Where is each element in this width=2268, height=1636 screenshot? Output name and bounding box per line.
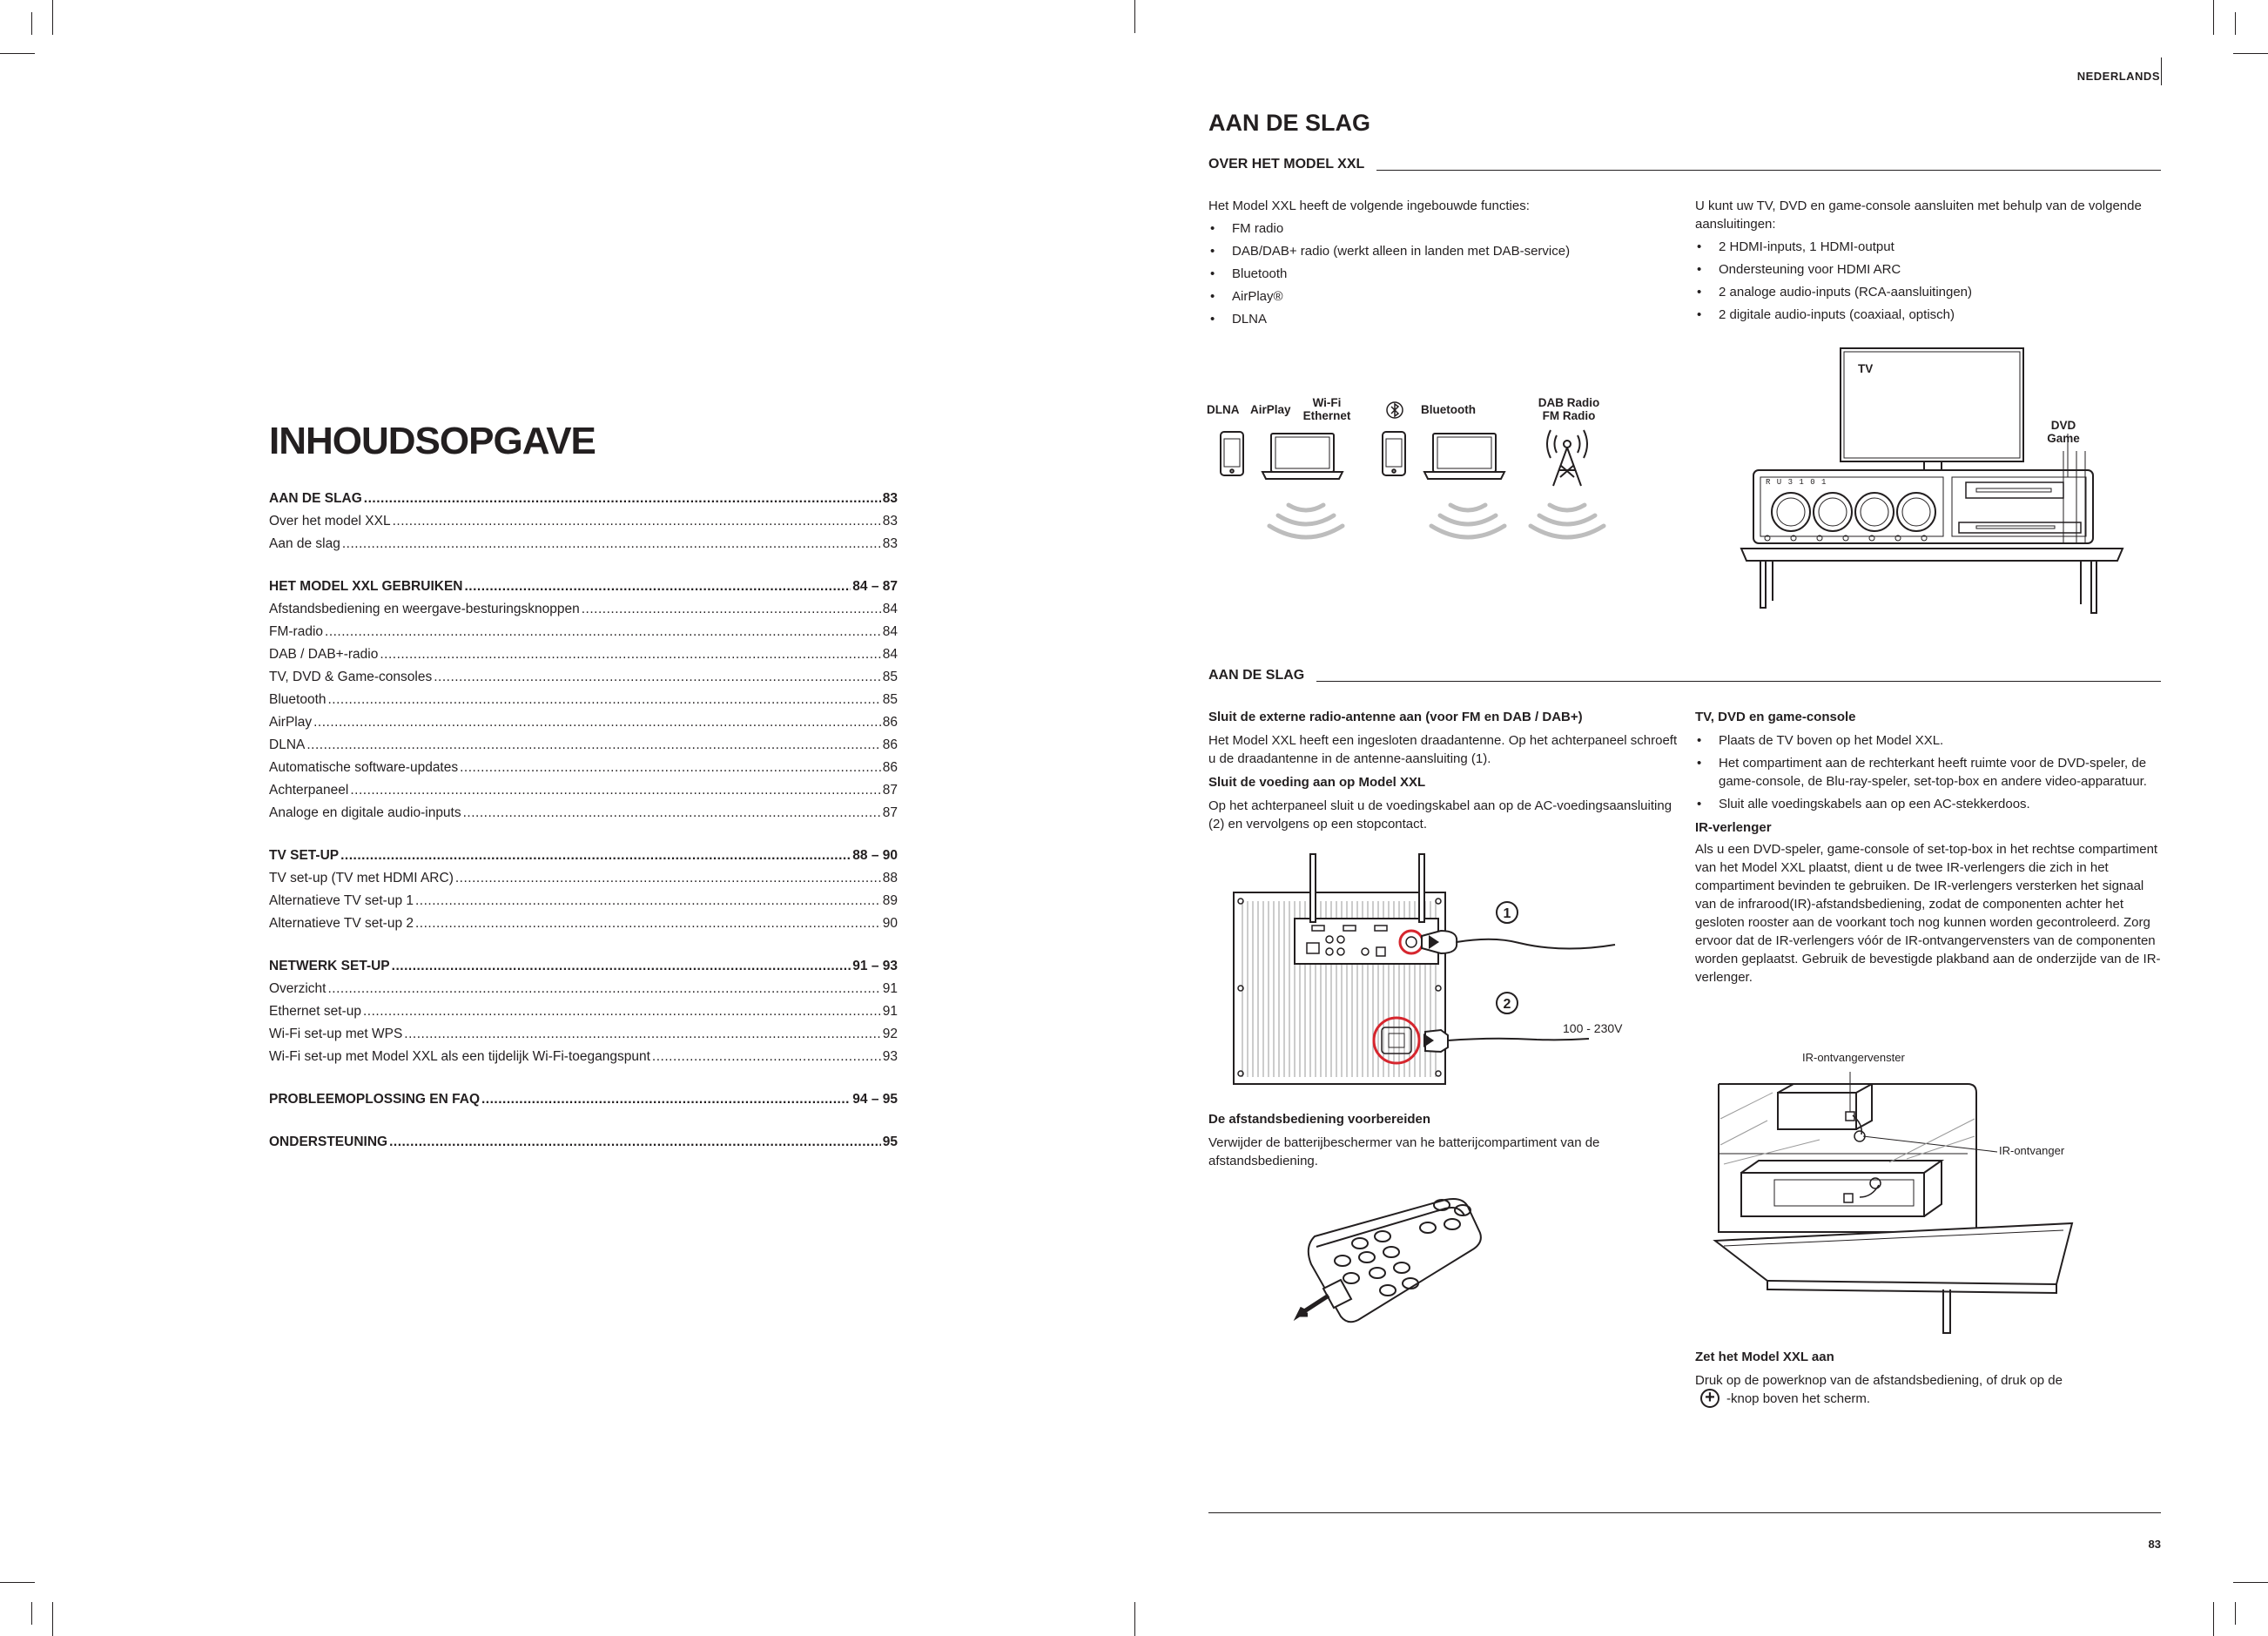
toc-page: 84 [882, 602, 898, 616]
toc-page: 94 – 95 [852, 1092, 898, 1107]
laptop-icon [1262, 434, 1343, 479]
toc-leader [464, 576, 851, 598]
toc-leader [325, 621, 881, 643]
dab-label-line2: FM Radio [1542, 409, 1596, 422]
wireless-waves-icon [1269, 505, 1604, 537]
toc-page: 87 [882, 783, 898, 798]
toc-label: Wi-Fi set-up met WPS [269, 1027, 403, 1041]
toc-label: DAB / DAB+-radio [269, 647, 379, 662]
list-item: • Sluit alle voedingskabels aan op een AC-stekkerdoos. [1695, 795, 2163, 813]
dab-label-line1: DAB Radio [1538, 396, 1600, 409]
toc-page: 83 [882, 491, 898, 506]
toc-section-row[interactable] [269, 1131, 898, 1154]
toc-row[interactable] [269, 867, 898, 890]
list-item: • AirPlay® [1208, 287, 1670, 306]
toc-label: NETWERK SET-UP [269, 959, 390, 973]
connections-column [1695, 197, 2161, 324]
crop-mark [0, 1582, 35, 1583]
toc-page: 85 [882, 670, 898, 684]
toc-page: 89 [882, 893, 898, 908]
power-on-text-line2 [1695, 1390, 2163, 1408]
toc-row[interactable] [269, 621, 898, 643]
toc-section-row[interactable] [269, 1088, 898, 1111]
list-item: • 2 HDMI-inputs, 1 HDMI-output [1695, 238, 2161, 256]
toc-page: 95 [882, 1134, 898, 1149]
toc-label: Alternatieve TV set-up 2 [269, 916, 414, 931]
toc-page: 86 [882, 737, 898, 752]
toc-row[interactable] [269, 802, 898, 825]
toc-label: Automatische software-updates [269, 760, 459, 775]
crop-mark [2233, 1582, 2268, 1583]
features-column [1208, 197, 1670, 328]
toc-page: 88 [882, 871, 898, 885]
bluetooth-icon [1387, 402, 1403, 418]
toc-spacer [269, 555, 898, 576]
toc-label: TV set-up (TV met HDMI ARC) [269, 871, 454, 885]
toc-label: FM-radio [269, 624, 324, 639]
toc-label: Wi-Fi set-up met Model XXL als een tijdelijk Wi-Fi-toegangspunt [269, 1049, 650, 1064]
toc-leader [313, 711, 881, 734]
toc-leader [364, 488, 881, 510]
section-rule [1208, 681, 2161, 682]
plus-button-icon: + [1700, 1389, 1720, 1408]
crop-mark [0, 53, 35, 54]
toc-page: 92 [882, 1027, 898, 1041]
crop-mark [31, 1602, 32, 1625]
features-intro: Het Model XXL heeft de volgende ingebouwde functies: [1208, 199, 1530, 213]
dvd-label-line2: Game [2047, 432, 2080, 445]
radio-tower-icon [1547, 430, 1587, 486]
toc-leader [380, 643, 880, 666]
ir-receiver-label: IR-ontvanger [1999, 1144, 2065, 1157]
page-title: AAN DE SLAG [1208, 110, 1371, 136]
toc-page: 85 [882, 692, 898, 707]
toc-row[interactable] [269, 779, 898, 802]
toc-row[interactable] [269, 734, 898, 757]
toc-leader [404, 1023, 880, 1046]
toc-leader [350, 779, 880, 802]
crop-mark [1134, 0, 1135, 33]
toc-leader [415, 890, 881, 912]
toc-leader [652, 1046, 881, 1068]
toc-label: Aan de slag [269, 536, 340, 551]
toc-section-row[interactable] [269, 488, 898, 510]
toc-label: AirPlay [269, 715, 313, 730]
callout-1: 1 [1503, 906, 1511, 921]
toc-page: 88 – 90 [852, 848, 898, 863]
tv-cabinet-illustration [1733, 347, 2124, 616]
toc-label: ONDERSTEUNING [269, 1134, 388, 1149]
toc-leader [306, 734, 880, 757]
toc-label: TV, DVD & Game-consoles [269, 670, 433, 684]
toc-row[interactable] [269, 510, 898, 533]
toc-page: 83 [882, 536, 898, 551]
crop-mark [2233, 53, 2268, 54]
toc-spacer [269, 825, 898, 845]
toc-page: 86 [882, 760, 898, 775]
tv-label: TV [1858, 362, 1874, 375]
toc-spacer [269, 1111, 898, 1131]
list-item: • DLNA [1208, 310, 1670, 328]
toc-row[interactable] [269, 533, 898, 555]
airplay-label: AirPlay [1250, 403, 1291, 416]
phone-icon [1221, 432, 1243, 475]
toc-section-row[interactable] [269, 576, 898, 598]
toc-row[interactable] [269, 1023, 898, 1046]
toc-leader [434, 666, 881, 689]
list-item: • DAB/DAB+ radio (werkt alleen in landen met DAB-service) [1208, 242, 1670, 260]
crop-mark [52, 1602, 53, 1636]
crop-mark [2235, 12, 2236, 35]
about-heading: OVER HET MODEL XXL [1208, 157, 1376, 172]
power-title: Sluit de voeding aan op Model XXL [1208, 775, 1426, 790]
toc-leader [328, 689, 881, 711]
voltage-label: 100 - 230V [1563, 1021, 1623, 1035]
wifi-label-line1: Wi-Fi [1312, 396, 1342, 409]
power-on-title: Zet het Model XXL aan [1695, 1350, 1834, 1364]
power-on-section [1695, 1348, 2163, 1408]
toc-row[interactable] [269, 666, 898, 689]
toc-row[interactable] [269, 890, 898, 912]
power-on-text-1: Druk op de powerknop van de afstandsbediening, of druk op de [1695, 1373, 2063, 1388]
toc-label: TV SET-UP [269, 848, 340, 863]
list-item: • 2 analoge audio-inputs (RCA-aansluitingen) [1695, 283, 2161, 301]
toc-leader [481, 1088, 851, 1111]
remote-illustration [1297, 1193, 1489, 1323]
table-of-contents [269, 488, 898, 1154]
ir-window-label: IR-ontvangervenster [1802, 1051, 1905, 1064]
toc-page: 91 – 93 [852, 959, 898, 973]
tv-dvd-title: TV, DVD en game-console [1695, 710, 1856, 724]
toc-page: 84 – 87 [852, 579, 898, 594]
crop-mark [2213, 0, 2214, 35]
connections-intro: U kunt uw TV, DVD en game-console aansluiten met behulp van de volgende aansluitingen: [1695, 199, 2142, 232]
toc-spacer [269, 935, 898, 955]
toc-leader [342, 533, 881, 555]
toc-page: 83 [882, 514, 898, 529]
toc-page: 91 [882, 981, 898, 996]
list-item: • Bluetooth [1208, 265, 1670, 283]
ir-title: IR-verlenger [1695, 820, 1772, 835]
crop-mark [2235, 1602, 2236, 1625]
page-number: 83 [2148, 1538, 2161, 1551]
toc-leader [393, 510, 881, 533]
toc-leader [363, 1000, 881, 1023]
language-label: NEDERLANDS [2076, 70, 2160, 83]
setup-heading: AAN DE SLAG [1208, 668, 1316, 683]
crop-mark [2213, 1602, 2214, 1636]
antenna-title: Sluit de externe radio-antenne aan (voor FM en DAB / DAB+) [1208, 710, 1583, 724]
crop-mark [52, 0, 53, 35]
display-text: R U 3 1 0 1 [1766, 478, 1827, 487]
toc-row[interactable] [269, 1000, 898, 1023]
toc-page: 87 [882, 805, 898, 820]
toc-label: Alternatieve TV set-up 1 [269, 893, 414, 908]
bluetooth-label: Bluetooth [1421, 403, 1476, 416]
list-item: • 2 digitale audio-inputs (coaxiaal, optisch) [1695, 306, 2161, 324]
toc-page: 93 [882, 1049, 898, 1064]
toc-row[interactable] [269, 912, 898, 935]
toc-leader [340, 845, 851, 867]
arrow-icon [1299, 1296, 1329, 1315]
toc-spacer [269, 1068, 898, 1088]
toc-label: AAN DE SLAG [269, 491, 362, 506]
antenna-text: Het Model XXL heeft een ingesloten draadantenne. Op het achterpaneel schroeft u de draadantenne in de antenne-aansluiting (1). [1208, 733, 1678, 766]
toc-leader [455, 867, 881, 890]
list-item: • Het compartiment aan de rechterkant heeft ruimte voor de DVD-speler, de game-console, de Blu-ray-speler, set-top-box en andere video-apparatuur. [1695, 754, 2163, 791]
toc-label: Afstandsbediening en weergave-besturingsknoppen [269, 602, 580, 616]
toc-row[interactable] [269, 598, 898, 621]
dlna-label: DLNA [1207, 403, 1240, 416]
toc-leader [392, 955, 851, 978]
toc-page: 86 [882, 715, 898, 730]
rear-panel-illustration [1232, 849, 1632, 1088]
antenna-section [1208, 708, 1679, 833]
toc-label: PROBLEEMOPLOSSING EN FAQ [269, 1092, 480, 1107]
toc-label: Analoge en digitale audio-inputs [269, 805, 461, 820]
remote-text: Verwijder de batterijbeschermer van he batterijcompartiment van de afstandsbediening. [1208, 1135, 1600, 1168]
dvd-label-line1: DVD [2050, 419, 2076, 432]
laptop-icon [1424, 434, 1504, 479]
toc-leader [463, 802, 881, 825]
toc-page: 84 [882, 647, 898, 662]
toc-page: 84 [882, 624, 898, 639]
toc-row[interactable] [269, 689, 898, 711]
crop-mark [1134, 1602, 1135, 1636]
remote-section [1208, 1110, 1679, 1170]
toc-row[interactable] [269, 1046, 898, 1068]
power-text: Op het achterpaneel sluit u de voedingskabel aan op de AC-voedingsaansluiting (2) en vervolgens op een stopcontact. [1208, 798, 1672, 831]
toc-label: Overzicht [269, 981, 326, 996]
footer-rule [1208, 1512, 2161, 1513]
toc-leader [582, 598, 881, 621]
toc-leader [460, 757, 881, 779]
list-item: • Plaats de TV boven op het Model XXL. [1695, 731, 2163, 750]
toc-row[interactable] [269, 643, 898, 666]
remote-title: De afstandsbediening voorbereiden [1208, 1112, 1431, 1127]
toc-leader [389, 1131, 881, 1154]
callout-2: 2 [1503, 997, 1511, 1012]
tv-dvd-section [1695, 708, 2163, 986]
toc-leader [415, 912, 881, 935]
wifi-label-line2: Ethernet [1302, 409, 1351, 422]
toc-label: Bluetooth [269, 692, 326, 707]
language-rule [2161, 57, 2162, 85]
crop-mark [31, 12, 32, 35]
toc-label: Achterpaneel [269, 783, 349, 798]
list-item: • FM radio [1208, 219, 1670, 238]
list-item: • Ondersteuning voor HDMI ARC [1695, 260, 2161, 279]
toc-section-row[interactable] [269, 845, 898, 867]
toc-label: Over het model XXL [269, 514, 391, 529]
wireless-diagram [1201, 383, 1654, 549]
toc-row[interactable] [269, 711, 898, 734]
toc-label: Ethernet set-up [269, 1004, 361, 1019]
toc-page: 91 [882, 1004, 898, 1019]
toc-title: INHOUDSOPGAVE [269, 420, 596, 462]
toc-label: HET MODEL XXL GEBRUIKEN [269, 579, 463, 594]
ir-extender-illustration [1715, 1067, 2081, 1336]
toc-leader [327, 978, 880, 1000]
toc-row[interactable] [269, 978, 898, 1000]
toc-section-row[interactable] [269, 955, 898, 978]
toc-label: DLNA [269, 737, 306, 752]
power-on-text-2: -knop boven het scherm. [1726, 1391, 1871, 1406]
toc-row[interactable] [269, 757, 898, 779]
toc-page: 90 [882, 916, 898, 931]
ir-text: Als u een DVD-speler, game-console of set-top-box in het rechtse compartiment van het Model XXL plaatst, dient u de twee IR-verlengers die zich in het compartiment bevinden te gebruiken. De IR-verlengers versterken het signaal van de infrarood(IR)-afstandsbediening, zodat de componenten achter het gesloten rooster aan de voorkant toch nog kunnen worden gecontroleerd. Zorg ervoor dat de IR-verlengers vóór de IR-ontvangervensters van de componenten worden geplaatst. Gebruik de bevestigde plakband aan de onderzijde van de IR-verlenger. [1695, 842, 2161, 985]
phone-icon [1383, 432, 1405, 475]
